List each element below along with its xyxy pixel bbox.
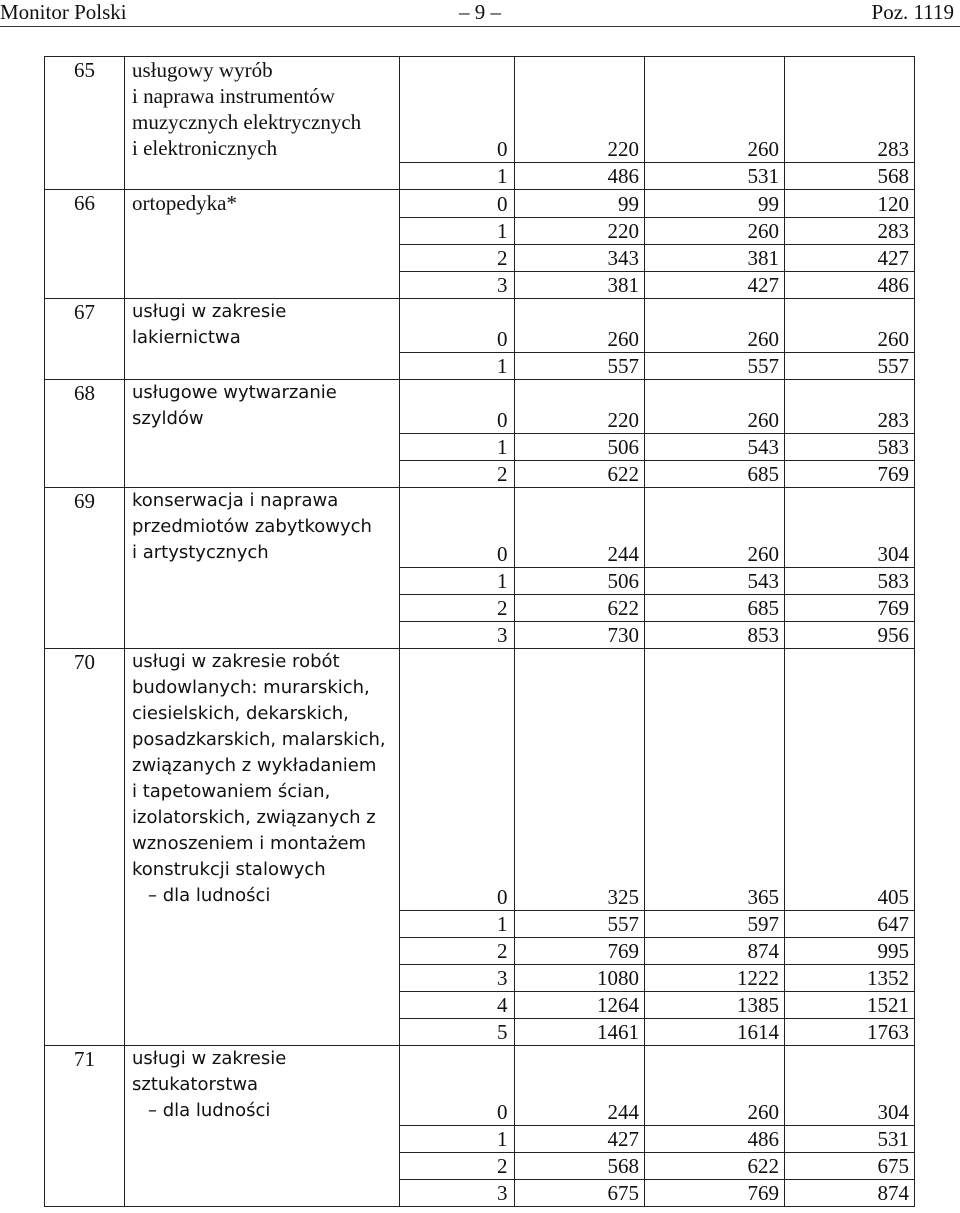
item-number: 70 bbox=[45, 649, 125, 1046]
level-value: 0 bbox=[400, 190, 515, 218]
rate-value-2: 260 bbox=[645, 299, 785, 353]
rate-value-1: 99 bbox=[515, 190, 645, 218]
rate-value-1: 1264 bbox=[515, 992, 645, 1019]
rate-value-3: 427 bbox=[785, 245, 915, 272]
rate-value-1: 506 bbox=[515, 434, 645, 461]
description-line: i elektronicznych bbox=[132, 136, 278, 160]
level-value: 1 bbox=[400, 163, 515, 190]
level-value: 2 bbox=[400, 1153, 515, 1180]
rate-value-2: 543 bbox=[645, 568, 785, 595]
item-description bbox=[125, 190, 400, 299]
level-value: 3 bbox=[400, 272, 515, 299]
rate-value-1: 622 bbox=[515, 595, 645, 622]
table-row bbox=[45, 488, 915, 568]
rate-value-3: 531 bbox=[785, 1126, 915, 1153]
page-number: – 9 – bbox=[459, 0, 501, 24]
level-value: 0 bbox=[400, 488, 515, 568]
level-value: 1 bbox=[400, 218, 515, 245]
rate-value-3: 1521 bbox=[785, 992, 915, 1019]
rate-value-1: 769 bbox=[515, 938, 645, 965]
description-line: sztukatorstwa bbox=[132, 1074, 259, 1095]
rate-value-3: 304 bbox=[785, 1046, 915, 1126]
level-value: 0 bbox=[400, 1046, 515, 1126]
table-row bbox=[45, 380, 915, 434]
rate-value-3: 283 bbox=[785, 57, 915, 163]
rate-value-1: 220 bbox=[515, 218, 645, 245]
rate-value-2: 260 bbox=[645, 380, 785, 434]
table-row bbox=[45, 299, 915, 353]
page-header bbox=[0, 0, 960, 26]
table-row bbox=[45, 190, 915, 218]
rate-value-2: 260 bbox=[645, 1046, 785, 1126]
rate-value-3: 568 bbox=[785, 163, 915, 190]
level-value: 2 bbox=[400, 595, 515, 622]
rate-value-2: 622 bbox=[645, 1153, 785, 1180]
rate-value-3: 283 bbox=[785, 218, 915, 245]
description-line: szyldów bbox=[132, 408, 204, 429]
level-value: 1 bbox=[400, 568, 515, 595]
rate-value-1: 486 bbox=[515, 163, 645, 190]
rate-value-1: 220 bbox=[515, 57, 645, 163]
rate-value-2: 769 bbox=[645, 1180, 785, 1207]
rate-value-1: 730 bbox=[515, 622, 645, 649]
rate-value-3: 583 bbox=[785, 434, 915, 461]
rates-table bbox=[44, 56, 915, 1207]
rate-value-1: 427 bbox=[515, 1126, 645, 1153]
rate-value-2: 1385 bbox=[645, 992, 785, 1019]
level-value: 2 bbox=[400, 461, 515, 488]
level-value: 3 bbox=[400, 1180, 515, 1207]
rate-value-3: 956 bbox=[785, 622, 915, 649]
description-line: związanych z wykładaniem bbox=[132, 755, 377, 776]
rate-value-1: 260 bbox=[515, 299, 645, 353]
rate-value-3: 486 bbox=[785, 272, 915, 299]
rate-value-1: 557 bbox=[515, 911, 645, 938]
description-line: budowlanych: murarskich, bbox=[132, 677, 370, 698]
table-row bbox=[45, 649, 915, 911]
rate-value-1: 1080 bbox=[515, 965, 645, 992]
description-line: i artystycznych bbox=[132, 542, 269, 563]
rate-value-3: 583 bbox=[785, 568, 915, 595]
header-rule bbox=[0, 26, 960, 27]
level-value: 2 bbox=[400, 938, 515, 965]
level-value: 0 bbox=[400, 380, 515, 434]
rate-value-2: 1222 bbox=[645, 965, 785, 992]
description-line: usługi w zakresie robót bbox=[132, 651, 340, 672]
description-line: ortopedyka* bbox=[132, 191, 237, 215]
rate-value-1: 557 bbox=[515, 353, 645, 380]
rate-value-3: 1763 bbox=[785, 1019, 915, 1046]
rate-value-3: 675 bbox=[785, 1153, 915, 1180]
item-description bbox=[125, 1046, 400, 1207]
level-value: 1 bbox=[400, 434, 515, 461]
level-value: 0 bbox=[400, 57, 515, 163]
description-line: – dla ludności bbox=[148, 1100, 271, 1121]
rate-value-2: 486 bbox=[645, 1126, 785, 1153]
rate-value-2: 381 bbox=[645, 245, 785, 272]
rate-value-1: 220 bbox=[515, 380, 645, 434]
description-line: lakiernictwa bbox=[132, 327, 241, 348]
rate-value-1: 1461 bbox=[515, 1019, 645, 1046]
rate-value-3: 283 bbox=[785, 380, 915, 434]
rate-value-2: 99 bbox=[645, 190, 785, 218]
item-number: 66 bbox=[45, 190, 125, 299]
rate-value-2: 685 bbox=[645, 461, 785, 488]
rate-value-1: 622 bbox=[515, 461, 645, 488]
level-value: 1 bbox=[400, 911, 515, 938]
publication-title: Monitor Polski bbox=[0, 0, 127, 24]
rate-value-3: 557 bbox=[785, 353, 915, 380]
item-description bbox=[125, 57, 400, 190]
rate-value-1: 343 bbox=[515, 245, 645, 272]
level-value: 1 bbox=[400, 1126, 515, 1153]
rate-value-2: 685 bbox=[645, 595, 785, 622]
item-description bbox=[125, 299, 400, 380]
level-value: 0 bbox=[400, 649, 515, 911]
level-value: 1 bbox=[400, 353, 515, 380]
level-value: 5 bbox=[400, 1019, 515, 1046]
rate-value-3: 769 bbox=[785, 461, 915, 488]
level-value: 0 bbox=[400, 299, 515, 353]
rate-value-2: 427 bbox=[645, 272, 785, 299]
rate-value-3: 769 bbox=[785, 595, 915, 622]
rate-value-3: 304 bbox=[785, 488, 915, 568]
level-value: 4 bbox=[400, 992, 515, 1019]
description-line: ciesielskich, dekarskich, bbox=[132, 703, 349, 724]
position-number: Poz. 1119 bbox=[871, 0, 954, 24]
rate-value-1: 244 bbox=[515, 488, 645, 568]
rate-value-2: 260 bbox=[645, 218, 785, 245]
rate-value-2: 260 bbox=[645, 57, 785, 163]
rate-value-2: 853 bbox=[645, 622, 785, 649]
description-line: – dla ludności bbox=[148, 885, 271, 906]
rate-value-2: 1614 bbox=[645, 1019, 785, 1046]
item-number: 71 bbox=[45, 1046, 125, 1207]
level-value: 3 bbox=[400, 622, 515, 649]
table-row bbox=[45, 1046, 915, 1126]
table-row bbox=[45, 57, 915, 163]
item-number: 65 bbox=[45, 57, 125, 190]
description-line: konserwacja i naprawa bbox=[132, 490, 339, 511]
rate-value-3: 260 bbox=[785, 299, 915, 353]
description-line: usługowy wyrób bbox=[132, 58, 273, 82]
rate-value-1: 506 bbox=[515, 568, 645, 595]
rate-value-1: 244 bbox=[515, 1046, 645, 1126]
rate-value-3: 874 bbox=[785, 1180, 915, 1207]
description-line: usługowe wytwarzanie bbox=[132, 382, 337, 403]
rate-value-2: 260 bbox=[645, 488, 785, 568]
item-description bbox=[125, 380, 400, 488]
rate-value-3: 405 bbox=[785, 649, 915, 911]
description-line: przedmiotów zabytkowych bbox=[132, 516, 372, 537]
item-number: 68 bbox=[45, 380, 125, 488]
level-value: 3 bbox=[400, 965, 515, 992]
rate-value-2: 874 bbox=[645, 938, 785, 965]
rate-value-3: 647 bbox=[785, 911, 915, 938]
rate-value-1: 325 bbox=[515, 649, 645, 911]
rate-value-3: 1352 bbox=[785, 965, 915, 992]
rate-value-1: 568 bbox=[515, 1153, 645, 1180]
description-line: wznoszeniem i montażem bbox=[132, 833, 367, 854]
item-description bbox=[125, 488, 400, 649]
description-line: usługi w zakresie bbox=[132, 301, 287, 322]
description-line: i naprawa instrumentów bbox=[132, 84, 335, 108]
rate-value-2: 543 bbox=[645, 434, 785, 461]
rate-value-3: 120 bbox=[785, 190, 915, 218]
level-value: 2 bbox=[400, 245, 515, 272]
rate-value-2: 597 bbox=[645, 911, 785, 938]
item-number: 69 bbox=[45, 488, 125, 649]
rate-value-2: 557 bbox=[645, 353, 785, 380]
rate-value-1: 675 bbox=[515, 1180, 645, 1207]
item-description bbox=[125, 649, 400, 1046]
rate-value-3: 995 bbox=[785, 938, 915, 965]
item-number: 67 bbox=[45, 299, 125, 380]
description-line: izolatorskich, związanych z bbox=[132, 807, 376, 828]
description-line: i tapetowaniem ścian, bbox=[132, 781, 331, 802]
description-line: posadzkarskich, malarskich, bbox=[132, 729, 386, 750]
description-line: muzycznych elektrycznych bbox=[132, 110, 362, 134]
rate-value-1: 381 bbox=[515, 272, 645, 299]
description-line: usługi w zakresie bbox=[132, 1048, 287, 1069]
rate-value-2: 365 bbox=[645, 649, 785, 911]
rate-value-2: 531 bbox=[645, 163, 785, 190]
description-line: konstrukcji stalowych bbox=[132, 859, 326, 880]
